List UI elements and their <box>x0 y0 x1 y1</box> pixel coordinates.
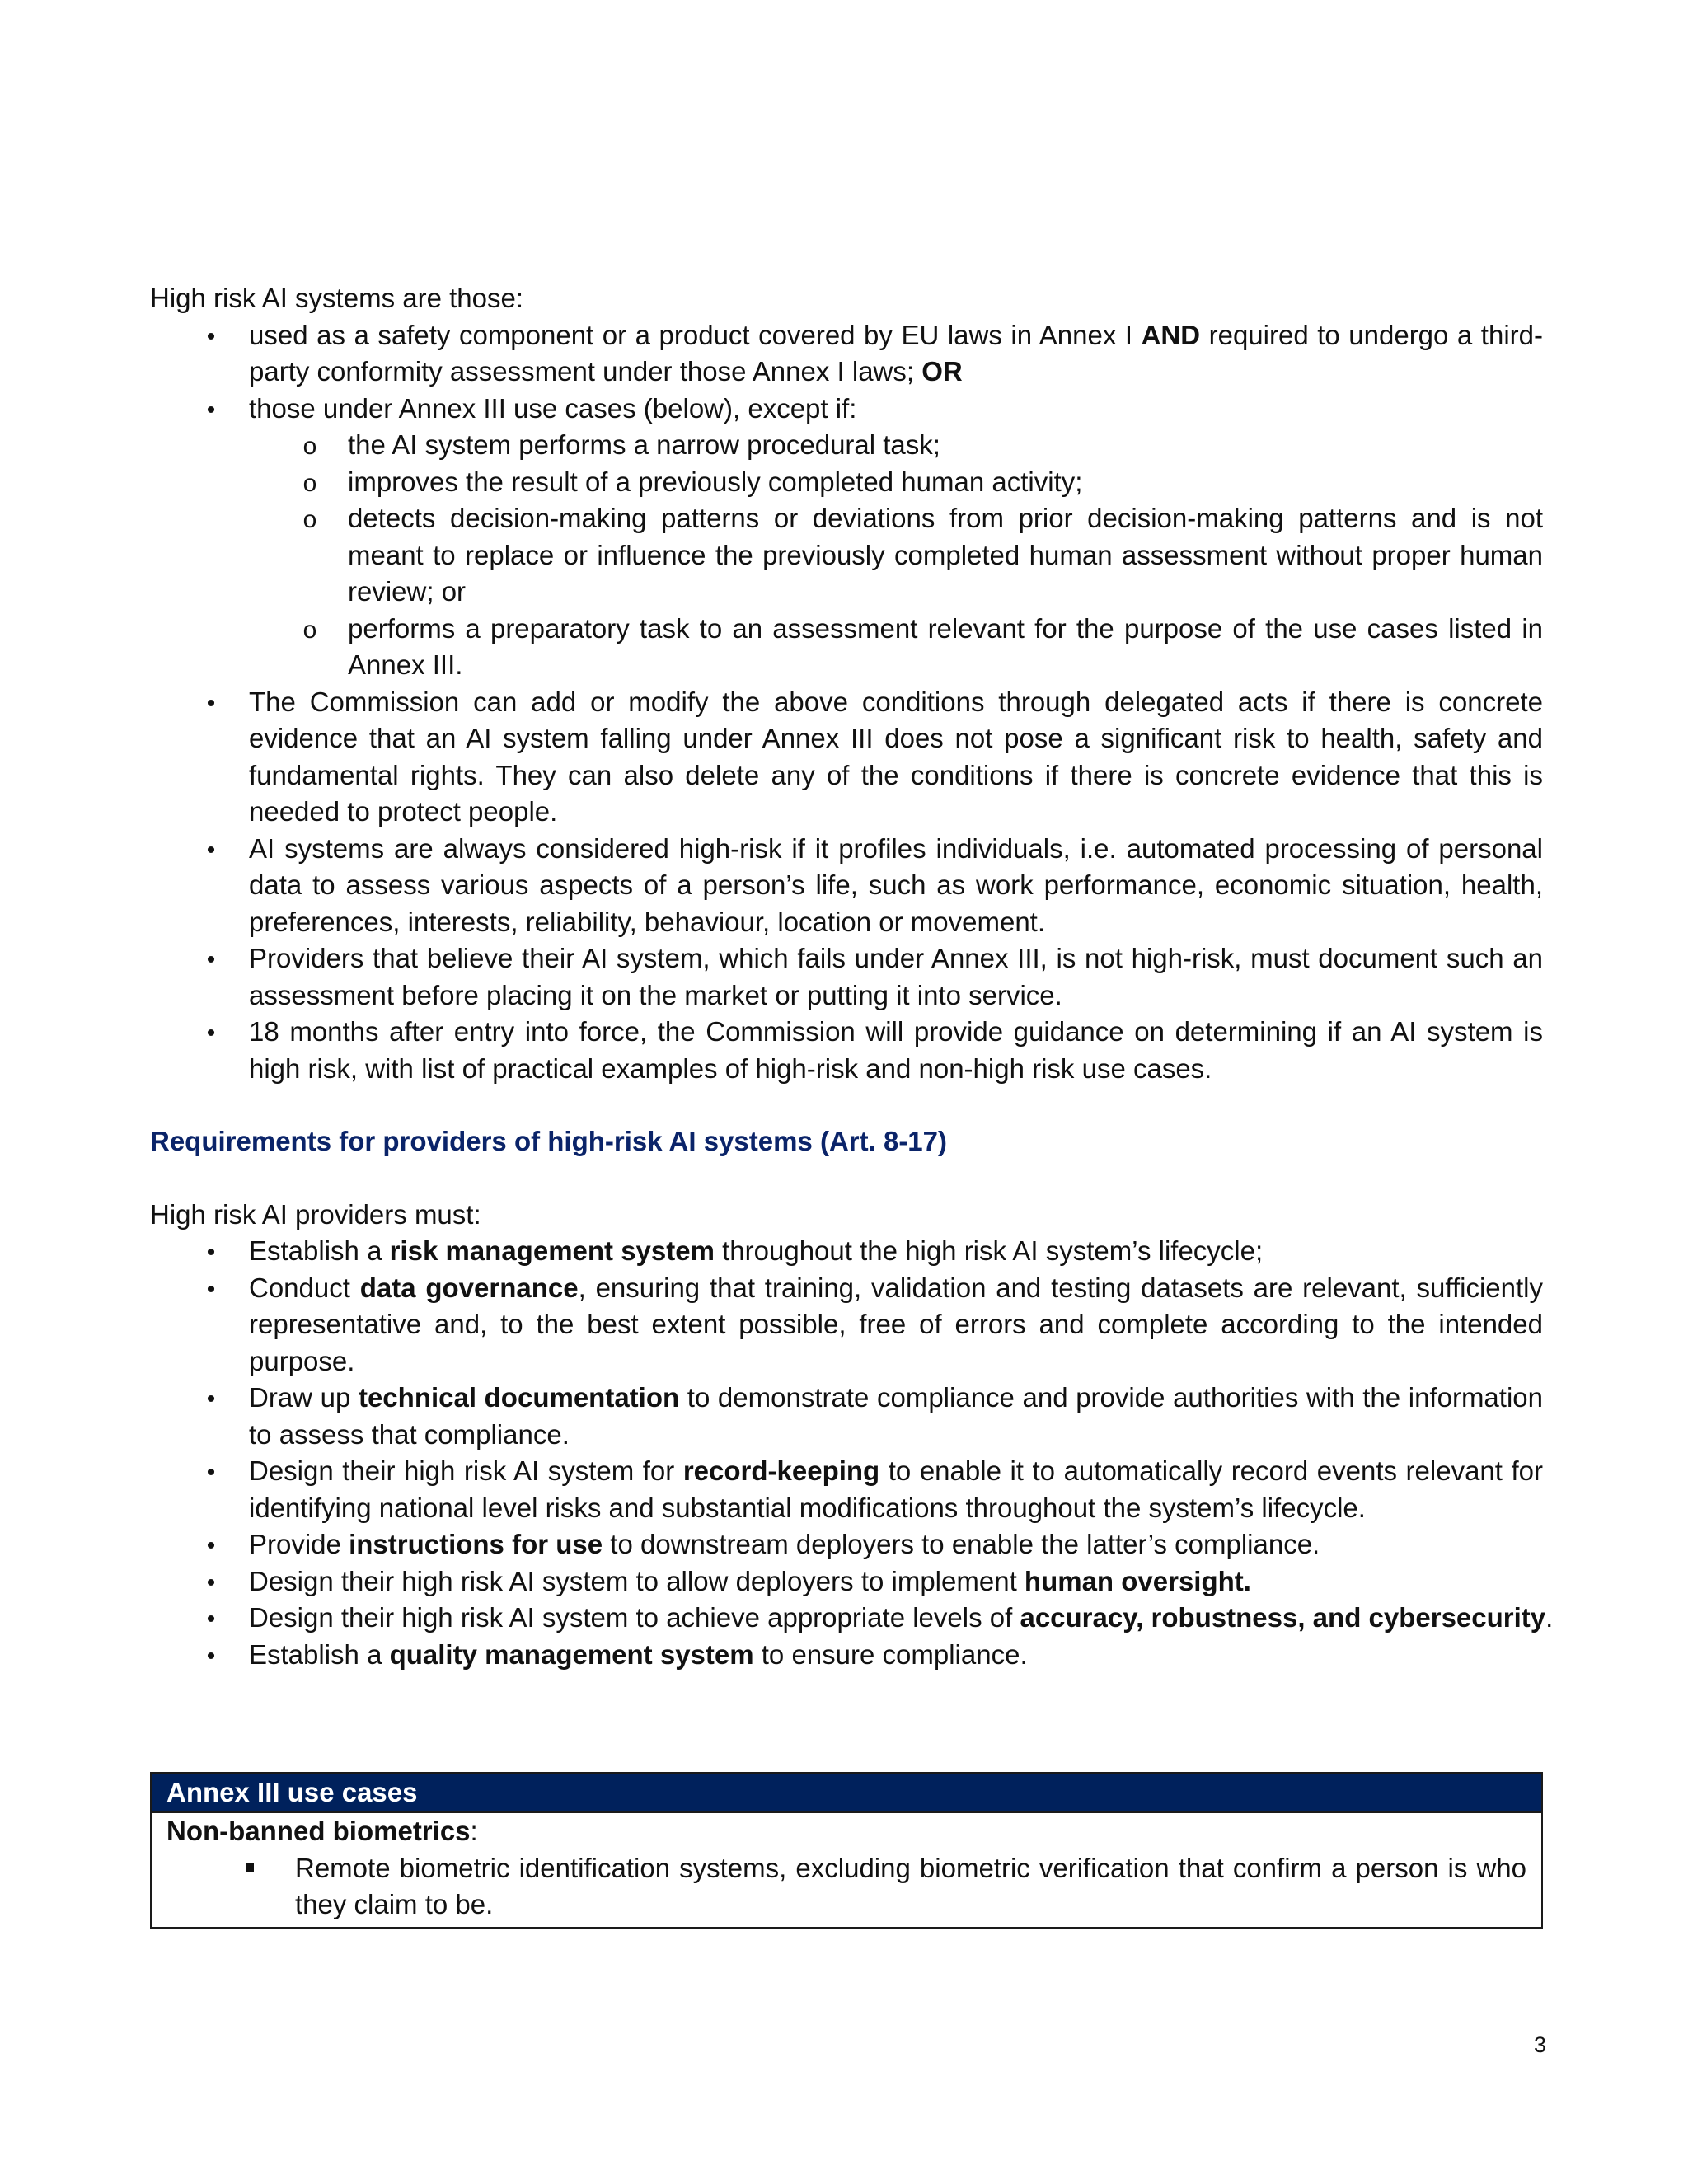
list-item-text: to ensure compliance. <box>753 1638 1028 1670</box>
circle-bullet-icon <box>300 611 320 649</box>
annex-subheading-bold: Non-banned biometrics <box>166 1816 471 1846</box>
bullet-icon <box>201 1233 221 1272</box>
annex-list-item <box>166 1850 1526 1924</box>
list-item-text: required to undergo a third-party conformity assessment under those Annex I laws; <box>249 319 1543 387</box>
bullet-icon <box>201 831 221 869</box>
square-bullet-icon <box>246 1863 254 1872</box>
bullet-icon <box>201 684 221 723</box>
list-item-text: Design their high risk AI system for <box>249 1455 683 1486</box>
sub-list-item <box>150 464 1543 501</box>
bullet-icon <box>201 1270 221 1309</box>
list-item <box>150 1270 1543 1380</box>
sub-list-item-text: improves the result of a previously completed human activity; <box>348 466 1083 497</box>
list-item-bold: AND <box>1141 319 1201 350</box>
list-item-text: Providers that believe their AI system, which fails under Annex III, is not high-risk, must document such an assessment before placing it on the market or putting it into service. <box>249 943 1543 1010</box>
sub-list-item <box>150 500 1543 611</box>
sub-list-item-text: the AI system performs a narrow procedural task; <box>348 429 940 460</box>
annex-table <box>150 1772 1543 1929</box>
list-item <box>150 317 1543 391</box>
list-item-text: Establish a <box>249 1638 390 1670</box>
list-item-text: Establish a <box>249 1235 390 1266</box>
list-item <box>150 1526 1543 1563</box>
bullet-icon <box>201 1453 221 1492</box>
sub-list-item-text: detects decision-making patterns or deviations from prior decision-making patterns and is not meant to replace or influence the previously completed human assessment without proper human review; or <box>348 503 1543 607</box>
circle-bullet-icon <box>300 500 320 539</box>
intro-text: High risk AI systems are those: <box>150 283 523 313</box>
bullet-icon <box>201 1526 221 1565</box>
list-item <box>150 940 1543 1014</box>
bullet-icon <box>201 1637 221 1675</box>
list-item <box>150 1014 1543 1087</box>
list-item-bold: record-keeping <box>682 1455 880 1486</box>
circle-bullet-icon <box>300 464 320 503</box>
high-risk-criteria-list <box>150 317 1543 1088</box>
list-item-bold: OR <box>921 356 963 387</box>
list-item <box>150 1600 1554 1637</box>
bullet-icon <box>201 940 221 979</box>
annex-table-header: Annex III use cases <box>152 1774 1541 1813</box>
bullet-icon <box>201 1600 221 1638</box>
list-item-text: , ensuring that training, validation and testing datasets are relevant, sufficiently representative and, to the best extent possible, free of errors and complete according to the intended purpose. <box>249 1272 1543 1376</box>
section-heading: Requirements for providers of high-risk AI systems (Art. 8-17) <box>150 1126 948 1156</box>
list-item <box>150 1380 1543 1453</box>
bullet-icon <box>201 1380 221 1418</box>
sub-list-item-text: performs a preparatory task to an assessment relevant for the purpose of the use cases listed in Annex III. <box>348 612 1543 680</box>
list-item-bold: quality management system <box>389 1638 754 1670</box>
document-body <box>150 280 1554 1673</box>
list-item-text: to enable it to automatically record events relevant for identifying national level risks and substantial modifications throughout the system’s lifecycle. <box>249 1455 1543 1523</box>
bullet-icon <box>201 391 221 429</box>
list-item <box>150 684 1543 831</box>
list-item-bold: technical documentation <box>358 1382 680 1413</box>
annex-subheading <box>166 1813 1526 1850</box>
list-item-text: Design their high risk AI system to achieve appropriate levels of <box>249 1602 1020 1633</box>
providers-intro-text: High risk AI providers must: <box>150 1198 481 1230</box>
annex-subheading-suffix: : <box>470 1816 478 1846</box>
requirements-list <box>150 1233 1554 1673</box>
spacer <box>150 1160 1543 1197</box>
list-item-text: used as a safety component or a product covered by EU laws in Annex I <box>249 319 1142 350</box>
list-item <box>150 1453 1543 1526</box>
list-item-text: AI systems are always considered high-risk if it profiles individuals, i.e. automated processing of personal data to assess various aspects of a person’s life, such as work performance, economic situation, health, preferences, interests, reliability, behaviour, location or movement. <box>249 832 1543 937</box>
list-item-bold: instructions for use <box>349 1529 603 1559</box>
list-item-text: 18 months after entry into force, the Commission will provide guidance on determining if an AI system is high risk, with list of practical examples of high-risk and non-high risk use cases. <box>249 1016 1543 1084</box>
list-item-text: The Commission can add or modify the above conditions through delegated acts if there is concrete evidence that an AI system falling under Annex III does not pose a significant risk to health, safety and fundamental rights. They can also delete any of the conditions if there is concrete evidence that this is needed to protect people. <box>249 686 1543 827</box>
list-item-bold: data governance <box>359 1272 579 1303</box>
list-item <box>150 391 1543 428</box>
list-item-text: throughout the high risk AI system’s lifecycle; <box>714 1235 1264 1266</box>
annex-table-body <box>152 1813 1541 1927</box>
sub-list-item <box>150 427 1543 464</box>
list-item <box>150 1637 1543 1674</box>
list-item-bold: accuracy, robustness, and cybersecurity <box>1020 1602 1546 1633</box>
list-item-text: to downstream deployers to enable the latter’s compliance. <box>603 1529 1320 1559</box>
list-item-text: those under Annex III use cases (below), except if: <box>249 392 857 424</box>
bullet-icon <box>201 1563 221 1602</box>
page-number: 3 <box>1533 2032 1546 2057</box>
list-item <box>150 1563 1543 1601</box>
list-item-text: . <box>1545 1602 1554 1633</box>
list-item <box>150 1233 1543 1270</box>
circle-bullet-icon <box>300 427 320 466</box>
bullet-icon <box>201 317 221 356</box>
list-item-bold: risk management system <box>389 1235 715 1266</box>
list-item-text: Draw up <box>249 1382 359 1413</box>
list-item <box>150 831 1543 941</box>
list-item-text: Design their high risk AI system to allow deployers to implement <box>249 1565 1025 1596</box>
sub-list-item <box>150 611 1543 684</box>
list-item-bold: human oversight. <box>1024 1565 1251 1596</box>
bullet-icon <box>201 1014 221 1052</box>
list-item-text: Provide <box>249 1529 349 1559</box>
list-item-text: Conduct <box>249 1272 360 1303</box>
list-item-text: to demonstrate compliance and provide authorities with the information to assess that compliance. <box>249 1382 1543 1450</box>
annex-list-item-text: Remote biometric identification systems, excluding biometric verification that confirm a person is who they claim to be. <box>295 1852 1526 1919</box>
